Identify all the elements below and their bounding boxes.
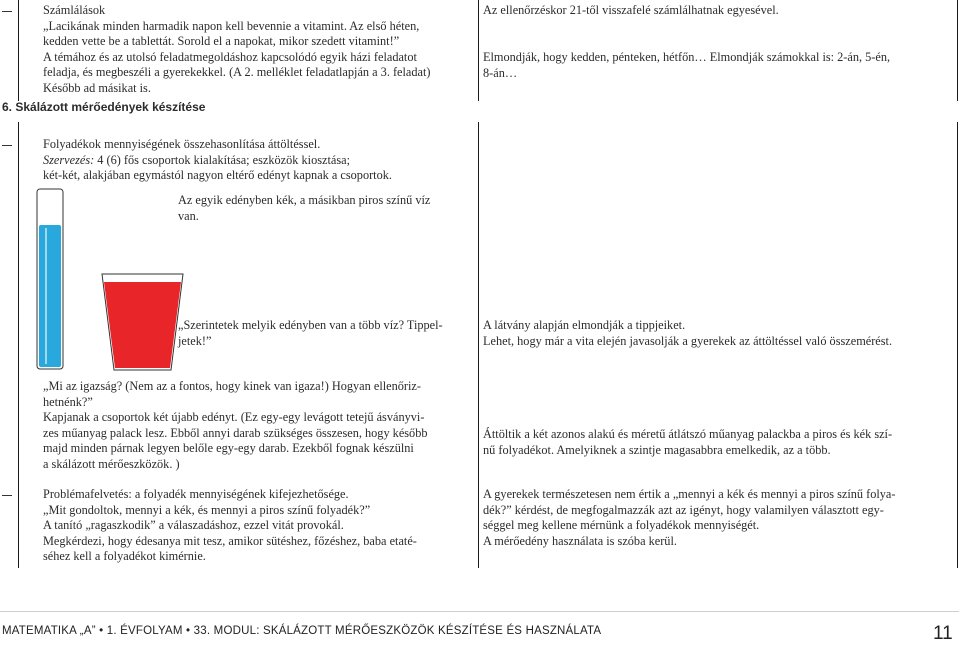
column-divider-left-lower [18, 122, 19, 568]
text-line: „Mi az igazság? (Nem az a fontos, hogy kinek van igaza!) Hogyan ellenőriz- [43, 379, 421, 393]
text-line: van. [178, 208, 199, 223]
text-line: A témához és az utolsó feladatmegoldáshoz kapcsolódó egyik házi feladatot [43, 49, 417, 64]
right-note-5 [483, 487, 895, 549]
organisation-label: Szervezés: [43, 152, 95, 167]
bullet-dash [2, 495, 12, 496]
containers-illustration [36, 188, 186, 372]
right-note-3 [483, 318, 892, 349]
text-line: séhez kell a folyadékot kimérnie. [43, 549, 206, 563]
text-line: hetnénk?” [43, 394, 93, 409]
bullet-dash [2, 145, 12, 146]
organisation-text: 4 (6) fős csoportok kialakítása; eszközök kiosztása; [94, 152, 350, 167]
text-line: kedden vette be a tablettát. Sorold el a napokat, mikor szedett vitamint!” [43, 34, 400, 48]
text-line: nű folyadékot. Amelyiknek a szintje magasabbra emelkedik, az a több. [483, 442, 831, 457]
text-line: A látvány alapján elmondják a tippjeiket. [483, 318, 686, 332]
text-line: Az ellenőrzéskor 21-től visszafelé számlálhatnak egyesével. [483, 3, 779, 17]
page-number: 11 [933, 623, 953, 644]
right-note-4 [483, 427, 892, 458]
text-line: Az egyik edényben kék, a másikban piros színű víz [178, 193, 431, 207]
text-line: zes műanyag palack lesz. Ebből annyi darab szükséges összesen, hogy később [43, 425, 428, 440]
question-block [178, 318, 443, 349]
verification-block [43, 379, 428, 472]
text-line: Kapjanak a csoportok két újabb edényt. (Ez egy-egy levágott tetejű ásványvi- [43, 410, 425, 424]
text-line: séggel meg kellene mérnünk a folyadékok mennyiségét. [483, 518, 760, 532]
right-note-2 [483, 50, 890, 81]
text-line: Lehet, hogy már a vita elején javasolják a gyerekek az áttöltéssel való összemérést. [483, 333, 893, 348]
text-line: Problémafelvetés: a folyadék mennyiségének kifejezhetősége. [43, 487, 349, 501]
text-line: Folyadékok mennyiségének összehasonlítása áttöltéssel. [43, 137, 321, 151]
footer-rule [0, 611, 959, 612]
text-line: A gyerekek természetesen nem értik a „mennyi a kék és mennyi a piros színű folya- [483, 487, 896, 501]
column-divider-middle [478, 0, 479, 101]
text-line: Megkérdezi, hogy édesanya mit tesz, amikor sütéshez, főzéshez, baba etaté- [43, 533, 417, 548]
blue-liquid [39, 225, 61, 367]
column-divider-middle-lower [478, 122, 479, 568]
organisation-line [43, 153, 392, 169]
bullet-dash [2, 11, 12, 12]
text-line: 8-án… [483, 65, 518, 80]
comparison-block [43, 137, 392, 184]
column-divider-right [957, 0, 958, 101]
red-liquid [104, 282, 181, 368]
illustration-caption [178, 193, 430, 224]
text-line: A tanító „ragaszkodik” a válaszadáshoz, ezzel vitát provokál. [43, 518, 344, 532]
text-line: jetek!” [178, 333, 212, 348]
text-line: „Mit gondoltok, mennyi a kék, és mennyi a piros színű folyadék?” [43, 502, 371, 517]
text-line: dék?” kérdést, de megfogalmazzák azt az igényt, hogy valamilyen választott egy- [483, 502, 884, 517]
text-line: Áttöltik a két azonos alakú és méretű átlátszó műanyag palackba a piros és kék szí- [483, 427, 893, 441]
counting-block [43, 3, 431, 96]
column-divider-left [18, 0, 19, 101]
text-line: „Szerintetek melyik edényben van a több víz? Tippel- [178, 318, 443, 332]
text-line: Később ad másikat is. [43, 80, 151, 95]
text-line: feladja, és megbeszéli a gyerekekkel. (A 2. melléklet feladatlapján a 3. feladat) [43, 65, 431, 79]
text-line: A mérőedény használata is szóba kerül. [483, 533, 677, 548]
text-line: két-két, alakjában egymástól nagyon eltérő edényt kapnak a csoportok. [43, 168, 392, 182]
text-line: „Lacikának minden harmadik napon kell bevennie a vitamint. Az első héten, [43, 18, 420, 33]
section-heading: 6. Skálázott mérőedények készítése [2, 100, 206, 114]
column-divider-right-lower [957, 122, 958, 568]
text-line: Elmondják, hogy kedden, pénteken, hétfőn… Elmondják számokkal is: 2-án, 5-én, [483, 50, 891, 64]
problem-block [43, 487, 417, 565]
text-line: a skálázott mérőeszközök. ) [43, 456, 180, 471]
footer-title: MATEMATIKA „A” • 1. ÉVFOLYAM • 33. MODUL: SKÁLÁZOTT MÉRŐESZKÖZÖK KÉSZÍTÉSE ÉS HASZNÁLATA [2, 625, 602, 637]
text-line: majd minden párnak legyen belőle egy-egy darab. Ezekből fognak készülni [43, 441, 414, 455]
block-title: Számlálások [43, 3, 106, 17]
right-note-1 [483, 3, 779, 19]
